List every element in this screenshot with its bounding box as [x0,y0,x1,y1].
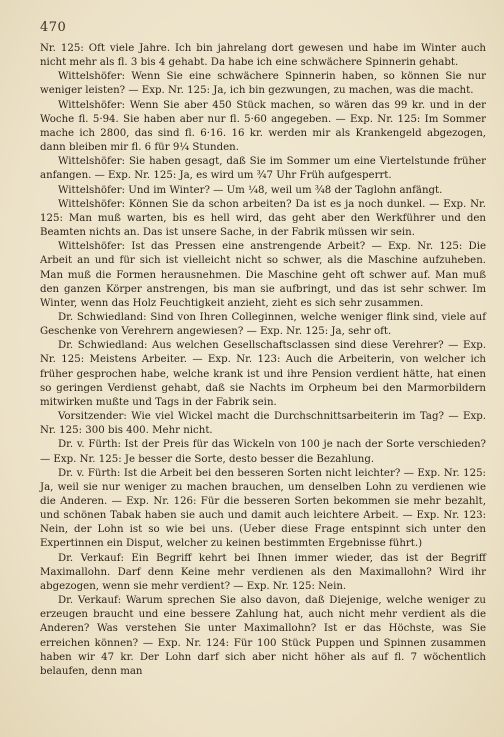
paragraph: Wittelshöfer: Wenn Sie eine schwächere Spinnerin haben, so können Sie nur weniger leisten? — Exp. Nr. 125: Ja, ich bin gezwungen, zu machen, was die macht. [40,71,486,97]
paragraph: Dr. v. Fürth: Ist der Preis für das Wickeln von 100 je nach der Sorte verschieden? — Exp. Nr. 125: Je besser die Sorte, desto besser die Bezahlung. [40,439,486,465]
paragraph: Dr. Schwiedland: Sind von Ihren Colleginnen, welche weniger flink sind, viele auf Geschenke von Verehrern angewiesen? — Exp. Nr. 125: Ja, sehr oft. [40,311,486,338]
page-number: 470 [40,20,67,35]
paragraph: Nr. 125: Oft viele Jahre. Ich bin jahrelang dort gewesen und habe im Winter auch nicht mehr als fl. 3 bis 4 gehabt. Da habe ich eine schwächere Spinnerin gehabt. [40,43,486,69]
paragraph: Dr. v. Fürth: Ist die Arbeit bei den besseren Sorten nicht leichter? — Exp. Nr. 125: Ja, weil sie nur weniger zu machen brauchen, um denselben Lohn zu verdienen wie die Anderen. — Exp. Nr. 126: Für die besseren Sorten bekommen sie mehr bezahlt, und schönen Tabak haben sie auch und damit auch leichtere Arbeit. — Exp. Nr. 123: Nein, der Lohn ist so wie bei uns. (Ueber diese Frage entspinnt sich unter den Expertinnen ein Disput, welcher zu keinen bestimmten Ergebnisse führt.) [40,467,486,550]
paragraph: Dr. Verkauf: Ein Begriff kehrt bei Ihnen immer wieder, das ist der Begriff Maximallohn. Darf denn Keine mehr verdienen als den Maximallohn? Wird ihr abgezogen, wenn sie mehr verdient? — Exp. Nr. 125: Nein. [40,552,486,592]
paragraph: Wittelshöfer: Wenn Sie aber 450 Stück machen, so wären das 99 kr. und in der Woche fl. 5·94. Sie haben aber nur fl. 5·60 angegeben. — Exp. Nr. 125: Im Sommer mache ich 2800, das sind fl. 6·16. 16 kr. werden mir als Krankengeld abgezogen, dann bleiben mir fl. 6 für 9¼ Stunden. [40,99,486,154]
paragraph: Vorsitzender: Wie viel Wickel macht die Durchschnittsarbeiterin im Tag? — Exp. Nr. 125: 300 bis 400. Mehr nicht. [40,411,486,437]
paragraph: Wittelshöfer: Sie haben gesagt, daß Sie im Sommer um eine Viertelstunde früher anfangen. — Exp. Nr. 125: Ja, es wird um ¾7 Uhr Früh aufgesperrt. [40,156,486,182]
paragraph: Dr. Schwiedland: Aus welchen Gesellschaftsclassen sind diese Verehrer? — Exp. Nr. 125: Meistens Arbeiter. — Exp. Nr. 123: Auch die Arbeiterin, von welcher ich früher gesprochen habe, welche krank ist und ihre Pension verdient hätte, hat einen so geringen Verdienst gehabt, daß sie Nachts im Orpheum bei den Marmorbildern mitwirken mußte und Tags in der Fabrik sein. [40,340,486,408]
paragraph: Wittelshöfer: Und im Winter? — Um ¼8, weil um ¾8 der Taglohn anfängt. [58,184,443,196]
paragraph: Dr. Verkauf: Warum sprechen Sie also davon, daß Diejenige, welche weniger zu erzeugen braucht und eine bessere Zahlung hat, auch nicht mehr verdient als die Anderen? Was verstehen Sie unter Maximallohn? Ist er das Höchste, was Sie erreichen können? — Exp. Nr. 124: Für 100 Stück Puppen und Spinnen zusammen haben wir 47 kr. Der Lohn darf sich aber nicht höher als auf fl. 7 wöchentlich belaufen, denn man [40,595,486,677]
paragraph: Wittelshöfer: Können Sie da schon arbeiten? Da ist es ja noch dunkel. — Exp. Nr. 125: Man muß warten, bis es hell wird, das geht aber den Werkführer und den Beamten nichts an. Das ist unsere Sache, in der Fabrik müssen wir sein. [40,198,486,239]
paragraph: Wittelshöfer: Ist das Pressen eine anstrengende Arbeit? — Exp. Nr. 125: Die Arbeit an und für sich ist vielleicht nicht so schwer, als die Maschine aufzuheben. Man muß die Formen herausnehmen. Die Maschine geht oft schwer auf. Man muß den ganzen Körper anstrengen, bis man sie aufbringt, und das ist sehr schwer. Im Winter, wenn das Holz Feuchtigkeit anzieht, zieht es sich sehr zusammen. [40,241,486,309]
page-body-text [40,42,486,679]
